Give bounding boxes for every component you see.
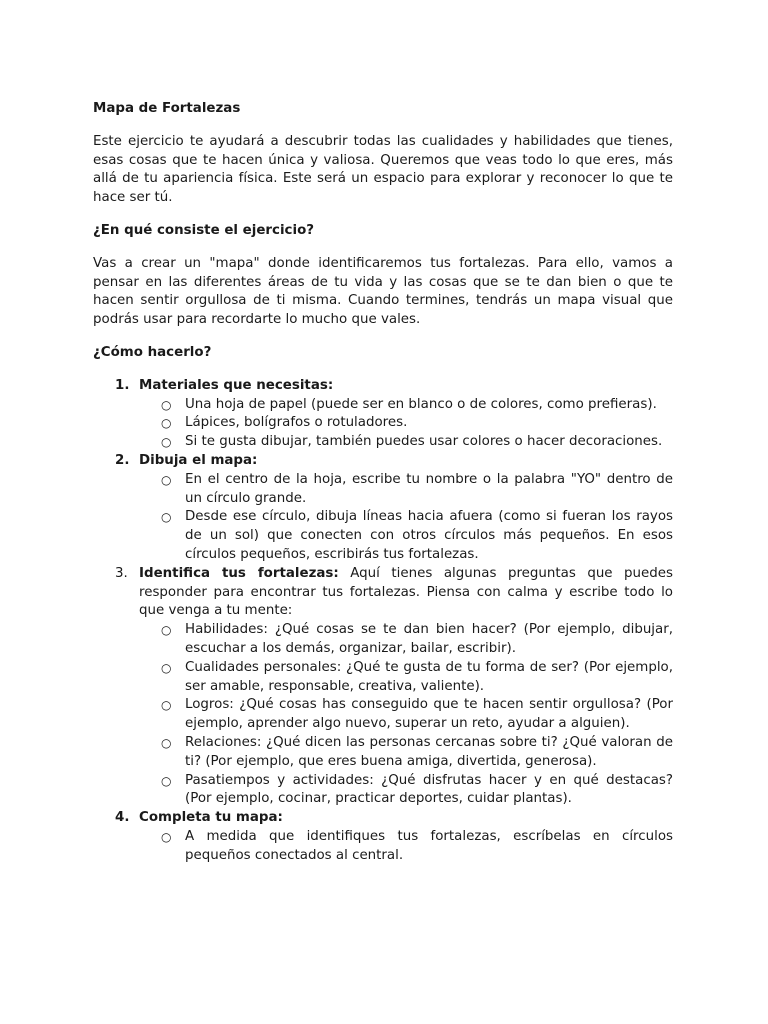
- list-item-text: Cualidades personales: ¿Qué te gusta de tu forma de ser? (Por ejemplo, ser amable, responsable, creativa, valiente).: [185, 659, 673, 694]
- circle-bullet-icon: ○: [161, 416, 172, 431]
- list-item-text: Logros: ¿Qué cosas has conseguido que te hacen sentir orgullosa? (Por ejemplo, aprender algo nuevo, superar un reto, ayudar a alguien).: [185, 697, 673, 732]
- list-item-text: Relaciones: ¿Qué dicen las personas cercanas sobre ti? ¿Qué valoran de ti? (Por ejemplo, que eres buena amiga, divertida, generosa).: [185, 734, 673, 769]
- step-heading: Materiales que necesitas:: [139, 377, 334, 393]
- list-item: [139, 621, 673, 659]
- list-item: [139, 734, 673, 772]
- document-content: [93, 100, 673, 865]
- step-sublist: [139, 828, 673, 866]
- list-item: [139, 396, 673, 415]
- list-item-text: Pasatiempos y actividades: ¿Qué disfrutas hacer y en qué destacas? (Por ejemplo, cocinar, practicar deportes, cuidar plantas).: [185, 772, 673, 807]
- circle-bullet-icon: ○: [161, 773, 172, 788]
- circle-bullet-icon: ○: [161, 510, 172, 525]
- step-sublist: [139, 396, 673, 452]
- circle-bullet-icon: ○: [161, 623, 172, 638]
- circle-bullet-icon: ○: [161, 397, 172, 412]
- step-item: [93, 565, 673, 809]
- list-item-text: Si te gusta dibujar, también puedes usar colores o hacer decoraciones.: [185, 434, 663, 450]
- section-heading-exercise: ¿En qué consiste el ejercicio?: [93, 222, 315, 238]
- step-item: [93, 452, 673, 565]
- list-item: [139, 471, 673, 509]
- step-description: Aquí tienes algunas preguntas que puedes responder para encontrar tus fortalezas. Piensa con calma y escribe todo lo que venga a tu mente:: [139, 565, 673, 619]
- list-item: [139, 414, 673, 433]
- step-heading: Dibuja el mapa:: [139, 452, 258, 468]
- list-item-text: Desde ese círculo, dibuja líneas hacia afuera (como si fueran los rayos de un sol) que conecten con otros círculos más pequeños. En esos círculos pequeños, escribirás tus fortalezas.: [185, 509, 673, 562]
- list-item-text: Una hoja de papel (puede ser en blanco o de colores, como prefieras).: [185, 396, 657, 412]
- step-item: [93, 377, 673, 452]
- list-item-text: Lápices, bolígrafos o rotuladores.: [185, 415, 408, 431]
- list-item: [139, 508, 673, 564]
- step-sublist: [139, 471, 673, 565]
- step-sublist: [139, 621, 673, 809]
- step-item: [93, 809, 673, 865]
- step-number: 2.: [115, 452, 130, 468]
- step-body: [139, 809, 673, 828]
- list-item: [139, 433, 673, 452]
- list-item: [139, 659, 673, 697]
- step-body: [139, 565, 673, 621]
- circle-bullet-icon: ○: [161, 735, 172, 750]
- list-item-text: Habilidades: ¿Qué cosas se te dan bien hacer? (Por ejemplo, dibujar, escuchar a los demás, organizar, bailar, escribir).: [185, 622, 673, 656]
- list-item: [139, 828, 673, 866]
- section-heading-how: ¿Cómo hacerlo?: [93, 344, 212, 360]
- step-heading: Identifica tus fortalezas:: [139, 565, 339, 581]
- list-item: [139, 696, 673, 734]
- list-item: [139, 772, 673, 810]
- circle-bullet-icon: ○: [161, 829, 172, 844]
- step-body: [139, 452, 673, 471]
- step-number: 1.: [115, 377, 130, 393]
- circle-bullet-icon: ○: [161, 472, 172, 487]
- list-item-text: A medida que identifiques tus fortalezas, escríbelas en círculos pequeños conectados al central.: [185, 828, 673, 863]
- document-title: Mapa de Fortalezas: [93, 101, 241, 116]
- intro-paragraph: Este ejercicio te ayudará a descubrir todas las cualidades y habilidades que tienes, esas cosas que te hacen única y valiosa. Queremos que veas todo lo que eres, más allá de tu apariencia física. Este será un espacio para explorar y reconocer lo que te hace ser tú.: [93, 133, 673, 206]
- circle-bullet-icon: ○: [161, 435, 172, 450]
- step-number: 4.: [115, 810, 130, 826]
- step-body: [139, 377, 673, 396]
- circle-bullet-icon: ○: [161, 660, 172, 675]
- exercise-paragraph: Vas a crear un "mapa" donde identificaremos tus fortalezas. Para ello, vamos a pensar en las diferentes áreas de tu vida y las cosas que se te dan bien o que te hacen sentir orgullosa de ti misma. Cuando termines, tendrás un mapa visual que podrás usar para recordarte lo mucho que vales.: [93, 255, 673, 328]
- step-heading: Completa tu mapa:: [139, 810, 283, 826]
- circle-bullet-icon: ○: [161, 698, 172, 713]
- step-number: 3.: [115, 565, 128, 581]
- list-item-text: En el centro de la hoja, escribe tu nombre o la palabra "YO" dentro de un círculo grande.: [185, 471, 673, 506]
- steps-list: [93, 377, 673, 866]
